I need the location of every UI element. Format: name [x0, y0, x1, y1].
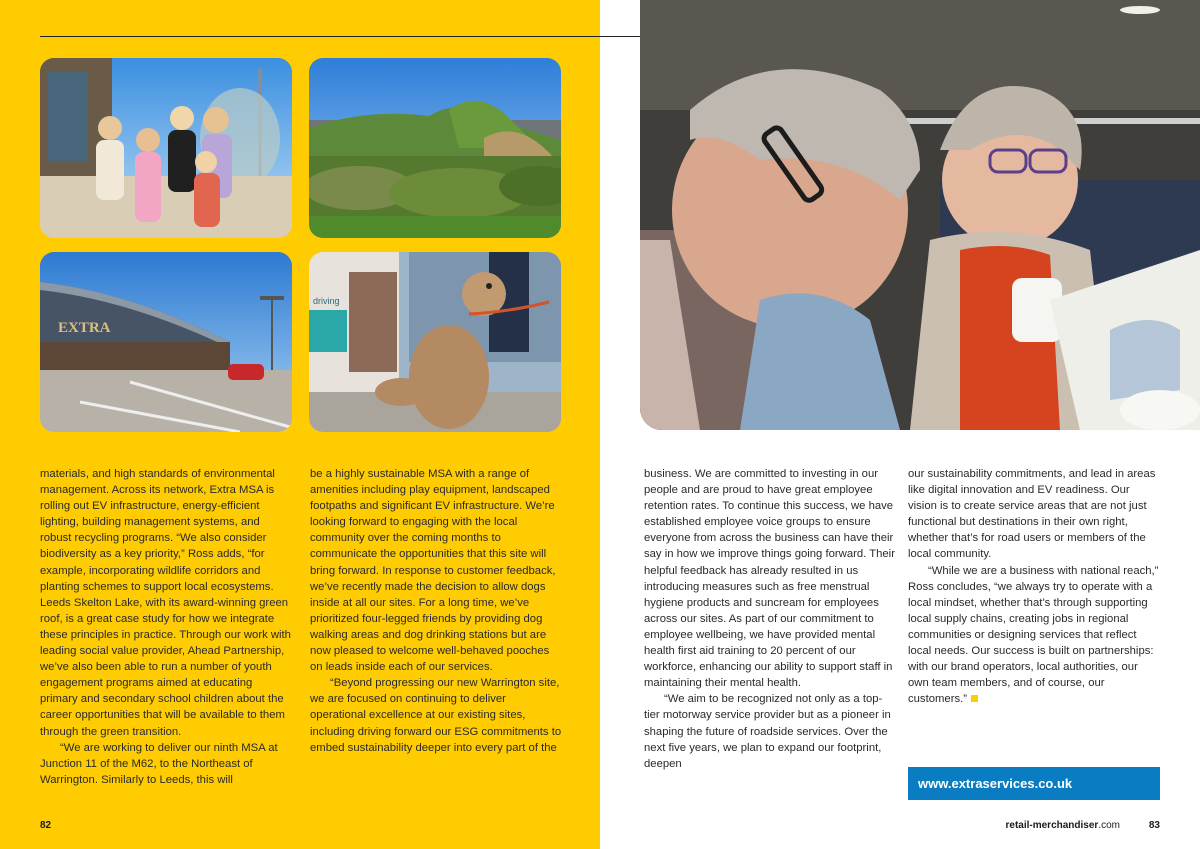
paragraph: “We aim to be recognized not only as a top-tier motorway service provider but as a pioneer in shaping the future of roadside services. Over the next five years, we plan to expand our footprint, deepen: [644, 693, 891, 770]
extra-sign: EXTRA: [58, 320, 111, 336]
paragraph: be a highly sustainable MSA with a range of amenities including play equipment, landscaped footpaths and significant EV infrastructure. We’re looking forward to engaging with the local community over the coming months to communicate the opportunities that this site will bring forward. In response to customer feedback, we’ve recently made the decision to allow dogs inside at all our sites. For a long time, we’ve prioritized four-legged friends by providing dog walking areas and dog drinking stations but are now pleased to welcome well-behaved pooches on leads inside each of our services.: [310, 468, 556, 674]
dog-photo: [309, 252, 561, 432]
paragraph-text: “While we are a business with national reach,” Ross concludes, “we always try to operate with a local mindset, whether that’s through supporting local supply chains, creating jobs in regional communities or designing services that reflect local needs. Our success is built on partnerships: with our brand operators, local authorities, our own team members, and of course, our customers.”: [908, 564, 1159, 706]
extra-building-photo: [40, 252, 292, 432]
page-number-left: 82: [40, 820, 52, 831]
paragraph: “We are working to deliver our ninth MSA at Junction 11 of the M62, to the Northeast of Warrington. Similarly to Leeds, this will: [40, 741, 278, 786]
paragraph: “Beyond progressing our new Warrington site, we are focused on continuing to deliver operational excellence at our existing sites, including driving forward our ESG commitments to embed sustainability deeper into every part of the: [310, 677, 562, 754]
driving-sign: driving: [313, 296, 340, 306]
text-column-3: [644, 466, 896, 772]
text-column-2: [310, 466, 562, 756]
publication-site: [1006, 820, 1121, 831]
website-link[interactable]: www.extraservices.co.uk: [908, 767, 1160, 800]
paragraph-last: [908, 563, 1160, 708]
paragraph: business. We are committed to investing in our people and are proud to have great employee retention rates. To continue this success, we have established employee voice groups to ensure everyone from across the business can have their say in how we improve things going forward. Their helpful feedback has already resulted in us introducing measures such as free menstrual hygiene products and suncream for employees across our sites. As part of our commitment to employee wellbeing, we have provided mental health first aid training to 20 percent of our workforce, enhancing our ability to support staff in maintaining their mental health.: [644, 468, 895, 690]
paragraph: materials, and high standards of environmental management. Across its network, Extra MSA is rolling out EV infrastructure, energy-efficient lighting, building management systems, and robust recycling programs. “We also consider biodiversity as a key priority,” Ross adds, “for example, incorporating wildlife corridors and planting schemes to support local ecosystems. Leeds Skelton Lake, with its award-winning green roof, is a great case study for how we integrate these principles in practice. Through our work with leading social value provider, Ahead Partnership, we’ve also been able to run a number of youth engagement programs aimed at educating primary and secondary school children about the career opportunities that will be available to them through the green transition.: [40, 468, 291, 738]
site-suffix: .com: [1098, 820, 1120, 831]
site-name: retail-merchandiser: [1005, 820, 1099, 831]
green-roof-photo: [309, 58, 561, 238]
end-mark-icon: [971, 695, 978, 702]
couple-reading-newspaper-photo: [640, 0, 1200, 430]
text-column-4: [908, 466, 1160, 707]
paragraph: our sustainability commitments, and lead in areas like digital innovation and EV readiness. Our vision is to create service areas that are not just functional but destinations in their own right, whether that’s for road users or members of the local community.: [908, 468, 1156, 561]
children-photo: [40, 58, 292, 238]
text-column-1: [40, 466, 292, 788]
page-number-right: 83: [1148, 820, 1160, 831]
